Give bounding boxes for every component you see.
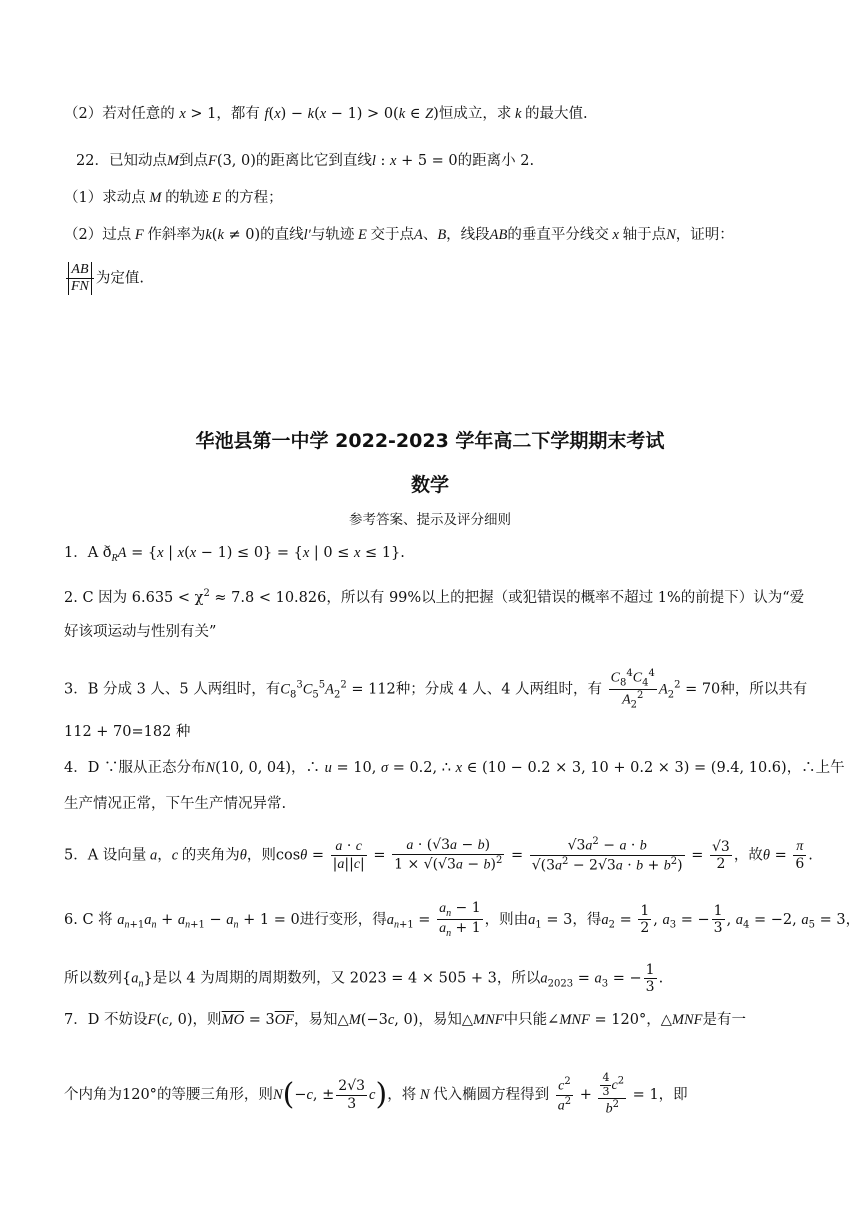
answer-6: 6. C 将 $a_{n+1}a_n + a_{n+1} - a_n + 1 = 0$进行变形，得$a_{n+1}$ = $\frac{a_n - 1}{a_n + 1}$ ，则由$a_1 = 3$，得$a_2$ = $\frac{1}{2}$ , $a_3$ = − $\frac{1}{3}$ , $a_4 = -2$, $a_5 = 3$， <box>64 900 860 940</box>
answer-4: 4．D ∵服从正态分布N(10, 0, 04)，∴ u = 10, σ = 0.2, ∴ x ∈ (10 − 0.2 × 3, 10 + 0.2 × 3) = (9.4, 10.6)，∴上午 <box>64 760 845 776</box>
answer-6-cont: 所以数列$\{a_n\}$是以 4 为周期的周期数列，又 2023 = 4 × 505 + 3，所以$a_{2023} = a_3$ = − $\frac{1}{3}$ . <box>64 962 664 996</box>
answer-5: 5．A 设向量 a，c 的夹角为θ，则cosθ = $\frac{a \cdot c}{|a||c|}$ = $\frac{a \cdot (√3a - b)}{1 \times √(√3a - b)^2}$ = $\frac{√3a^2 - a \cdot b}{√(3a^2 - 2√3a \cdot b + b^2)}$ = $\frac{√3}{2}$ ，故θ = $\frac{\pi}{6}$ . <box>64 836 813 874</box>
exam-title: 华池县第一中学 2022-2023 学年高二下学期期末考试 <box>195 430 665 452</box>
answer-7: 7．D 不妨设F(c, 0)，则$\overline{MO} = 3\overline{OF}$，易知△M(−3c, 0)，易知△MNF中只能∠MNF = 120°，△MNF是有一 <box>64 1012 746 1028</box>
answer-2: 2. C 因为 $6.635 < \chi^2 \approx 7.8 < 10.826$，所以有 99%以上的把握（或犯错误的概率不超过 1%的前提下）认为“爱 <box>64 588 805 606</box>
q22-stem: 22．已知动点M到点F(3, 0)的距离比它到直线l : x + 5 = 0的距离小 2. <box>76 153 535 169</box>
subject-title: 数学 <box>410 474 449 496</box>
answer-7-cont: 个内角为120°的等腰三角形，则N(−c, ± $\frac{2√3}{3}$ c)，将 N 代入椭圆方程得到 $\frac{c^2}{a^2}$ + $\frac{4}{3}$ $c^2$ $b^2$ = 1，即 <box>64 1071 688 1117</box>
answer-3-cont: 112 + 70=182 种 <box>64 724 191 740</box>
q22-part2: （2）过点 F 作斜率为k(k ≠ 0)的直线l′与轨迹 E 交于点A、B，线段AB的垂直平分线交 x 轴于点N，证明： <box>64 227 734 243</box>
q21-part2: （2）若对任意的 x > 1，都有 f(x) − k(x − 1) > 0(k ∈ Z)恒成立，求 k 的最大值. <box>64 106 588 122</box>
answer-3: 3．B 分成 3 人、5 人两组时，有$C_8^3C_5^5A_2^2 = 112$种；分成 4 人、4 人两组时，有 $\frac{C_8^4C_4^4}{A_2^2}$ $A_2^2 = 70$种，所以共有 <box>64 668 808 711</box>
q22-part1: （1）求动点 M 的轨迹 E 的方程； <box>64 190 283 206</box>
answer-4-cont: 生产情况正常，下午生产情况异常. <box>64 796 287 812</box>
answer-2-cont: 好该项运动与性别有关” <box>64 624 217 640</box>
q22-ratio: $\frac{AB}{FN}$ 为定值. <box>64 262 144 295</box>
answer-1: 1．A $ð_RA = \{x$ | x(x − 1) ≤ 0} = {x | 0 ≤ x ≤ 1}. <box>64 545 405 564</box>
answer-subtitle: 参考答案、提示及评分细则 <box>349 512 511 528</box>
